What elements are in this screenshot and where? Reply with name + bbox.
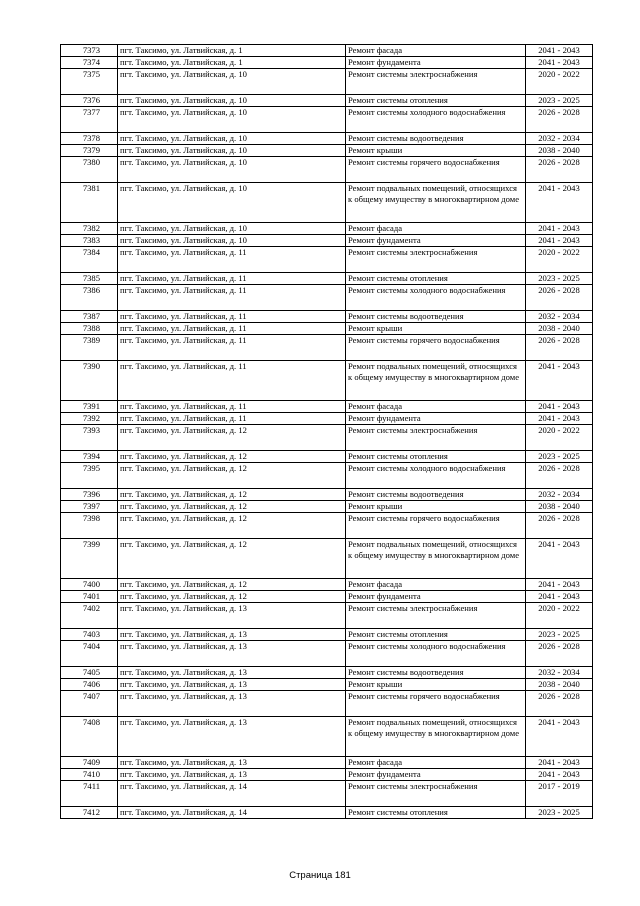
work-type-cell: Ремонт системы электроснабжения: [346, 69, 526, 95]
address-cell: пгт. Таксимо, ул. Латвийская, д. 13: [118, 769, 346, 781]
period-cell: 2020 - 2022: [526, 69, 593, 95]
address-cell: пгт. Таксимо, ул. Латвийская, д. 1: [118, 57, 346, 69]
work-type-cell: Ремонт системы горячего водоснабжения: [346, 513, 526, 539]
table-row: [61, 247, 593, 273]
period-cell: 2032 - 2034: [526, 489, 593, 501]
address-cell: пгт. Таксимо, ул. Латвийская, д. 12: [118, 539, 346, 579]
address-cell: пгт. Таксимо, ул. Латвийская, д. 11: [118, 401, 346, 413]
row-number-cell: 7391: [61, 401, 118, 413]
address-cell: пгт. Таксимо, ул. Латвийская, д. 13: [118, 641, 346, 667]
address-cell: пгт. Таксимо, ул. Латвийская, д. 11: [118, 361, 346, 401]
table-row: [61, 603, 593, 629]
row-number-cell: 7378: [61, 133, 118, 145]
row-number-cell: 7412: [61, 807, 118, 819]
work-type-cell: Ремонт системы горячего водоснабжения: [346, 691, 526, 717]
table-row: [61, 757, 593, 769]
period-cell: 2023 - 2025: [526, 629, 593, 641]
table-body: [61, 45, 593, 819]
work-type-cell: Ремонт системы отопления: [346, 451, 526, 463]
table-row: [61, 145, 593, 157]
row-number-cell: 7407: [61, 691, 118, 717]
period-cell: 2023 - 2025: [526, 807, 593, 819]
table-row: [61, 361, 593, 401]
period-cell: 2023 - 2025: [526, 273, 593, 285]
period-cell: 2020 - 2022: [526, 247, 593, 273]
table-row: [61, 57, 593, 69]
row-number-cell: 7396: [61, 489, 118, 501]
row-number-cell: 7386: [61, 285, 118, 311]
period-cell: 2026 - 2028: [526, 107, 593, 133]
address-cell: пгт. Таксимо, ул. Латвийская, д. 12: [118, 579, 346, 591]
work-type-cell: Ремонт системы холодного водоснабжения: [346, 107, 526, 133]
address-cell: пгт. Таксимо, ул. Латвийская, д. 11: [118, 273, 346, 285]
table-row: [61, 501, 593, 513]
period-cell: 2041 - 2043: [526, 235, 593, 247]
work-type-cell: Ремонт фасада: [346, 45, 526, 57]
address-cell: пгт. Таксимо, ул. Латвийская, д. 11: [118, 311, 346, 323]
row-number-cell: 7382: [61, 223, 118, 235]
row-number-cell: 7383: [61, 235, 118, 247]
table-row: [61, 769, 593, 781]
period-cell: 2041 - 2043: [526, 223, 593, 235]
work-type-cell: Ремонт системы водоотведения: [346, 311, 526, 323]
work-type-cell: Ремонт системы водоотведения: [346, 489, 526, 501]
table-row: [61, 107, 593, 133]
table-row: [61, 807, 593, 819]
table-row: [61, 401, 593, 413]
address-cell: пгт. Таксимо, ул. Латвийская, д. 12: [118, 425, 346, 451]
period-cell: 2041 - 2043: [526, 757, 593, 769]
table-row: [61, 335, 593, 361]
work-type-cell: Ремонт системы холодного водоснабжения: [346, 463, 526, 489]
table-row: [61, 69, 593, 95]
table-row: [61, 323, 593, 335]
address-cell: пгт. Таксимо, ул. Латвийская, д. 12: [118, 591, 346, 603]
work-type-cell: Ремонт крыши: [346, 679, 526, 691]
work-type-cell: Ремонт системы отопления: [346, 273, 526, 285]
row-number-cell: 7400: [61, 579, 118, 591]
row-number-cell: 7384: [61, 247, 118, 273]
address-cell: пгт. Таксимо, ул. Латвийская, д. 13: [118, 667, 346, 679]
address-cell: пгт. Таксимо, ул. Латвийская, д. 12: [118, 501, 346, 513]
address-cell: пгт. Таксимо, ул. Латвийская, д. 11: [118, 285, 346, 311]
table-row: [61, 591, 593, 603]
row-number-cell: 7375: [61, 69, 118, 95]
period-cell: 2020 - 2022: [526, 603, 593, 629]
work-type-cell: Ремонт крыши: [346, 323, 526, 335]
work-type-cell: Ремонт фасада: [346, 579, 526, 591]
address-cell: пгт. Таксимо, ул. Латвийская, д. 13: [118, 691, 346, 717]
address-cell: пгт. Таксимо, ул. Латвийская, д. 11: [118, 413, 346, 425]
table-row: [61, 629, 593, 641]
period-cell: 2023 - 2025: [526, 95, 593, 107]
period-cell: 2026 - 2028: [526, 513, 593, 539]
address-cell: пгт. Таксимо, ул. Латвийская, д. 1: [118, 45, 346, 57]
row-number-cell: 7408: [61, 717, 118, 757]
period-cell: 2041 - 2043: [526, 769, 593, 781]
row-number-cell: 7390: [61, 361, 118, 401]
work-type-cell: Ремонт системы электроснабжения: [346, 425, 526, 451]
address-cell: пгт. Таксимо, ул. Латвийская, д. 10: [118, 183, 346, 223]
work-type-cell: Ремонт системы водоотведения: [346, 667, 526, 679]
period-cell: 2026 - 2028: [526, 691, 593, 717]
address-cell: пгт. Таксимо, ул. Латвийская, д. 10: [118, 133, 346, 145]
row-number-cell: 7379: [61, 145, 118, 157]
table-row: [61, 679, 593, 691]
row-number-cell: 7392: [61, 413, 118, 425]
period-cell: 2026 - 2028: [526, 157, 593, 183]
table-row: [61, 451, 593, 463]
work-type-cell: Ремонт системы электроснабжения: [346, 781, 526, 807]
table-row: [61, 579, 593, 591]
period-cell: 2038 - 2040: [526, 501, 593, 513]
address-cell: пгт. Таксимо, ул. Латвийская, д. 14: [118, 807, 346, 819]
period-cell: 2041 - 2043: [526, 183, 593, 223]
work-type-cell: Ремонт системы электроснабжения: [346, 603, 526, 629]
period-cell: 2041 - 2043: [526, 579, 593, 591]
work-type-cell: Ремонт фасада: [346, 223, 526, 235]
work-type-cell: Ремонт крыши: [346, 501, 526, 513]
table-row: [61, 717, 593, 757]
period-cell: 2041 - 2043: [526, 401, 593, 413]
work-type-cell: Ремонт подвальных помещений, относящихся к общему имуществу в многоквартирном доме: [346, 539, 526, 579]
address-cell: пгт. Таксимо, ул. Латвийская, д. 11: [118, 247, 346, 273]
work-type-cell: Ремонт системы холодного водоснабжения: [346, 641, 526, 667]
table-row: [61, 235, 593, 247]
work-type-cell: Ремонт системы отопления: [346, 95, 526, 107]
period-cell: 2020 - 2022: [526, 425, 593, 451]
period-cell: 2038 - 2040: [526, 145, 593, 157]
repair-schedule-table: [60, 44, 593, 819]
row-number-cell: 7385: [61, 273, 118, 285]
table-row: [61, 691, 593, 717]
table-row: [61, 463, 593, 489]
row-number-cell: 7399: [61, 539, 118, 579]
period-cell: 2026 - 2028: [526, 285, 593, 311]
row-number-cell: 7411: [61, 781, 118, 807]
period-cell: 2026 - 2028: [526, 641, 593, 667]
period-cell: 2041 - 2043: [526, 45, 593, 57]
work-type-cell: Ремонт подвальных помещений, относящихся к общему имуществу в многоквартирном доме: [346, 361, 526, 401]
address-cell: пгт. Таксимо, ул. Латвийская, д. 10: [118, 69, 346, 95]
work-type-cell: Ремонт фундамента: [346, 57, 526, 69]
address-cell: пгт. Таксимо, ул. Латвийская, д. 10: [118, 95, 346, 107]
period-cell: 2038 - 2040: [526, 323, 593, 335]
page-number-label: Страница 181: [289, 870, 351, 881]
work-type-cell: Ремонт системы холодного водоснабжения: [346, 285, 526, 311]
table-row: [61, 513, 593, 539]
table-row: [61, 311, 593, 323]
row-number-cell: 7387: [61, 311, 118, 323]
work-type-cell: Ремонт системы горячего водоснабжения: [346, 335, 526, 361]
work-type-cell: Ремонт крыши: [346, 145, 526, 157]
work-type-cell: Ремонт системы электроснабжения: [346, 247, 526, 273]
page-footer: [0, 870, 640, 881]
work-type-cell: Ремонт фундамента: [346, 591, 526, 603]
address-cell: пгт. Таксимо, ул. Латвийская, д. 10: [118, 145, 346, 157]
row-number-cell: 7376: [61, 95, 118, 107]
period-cell: 2041 - 2043: [526, 591, 593, 603]
period-cell: 2041 - 2043: [526, 413, 593, 425]
address-cell: пгт. Таксимо, ул. Латвийская, д. 10: [118, 223, 346, 235]
row-number-cell: 7393: [61, 425, 118, 451]
address-cell: пгт. Таксимо, ул. Латвийская, д. 12: [118, 451, 346, 463]
address-cell: пгт. Таксимо, ул. Латвийская, д. 13: [118, 603, 346, 629]
address-cell: пгт. Таксимо, ул. Латвийская, д. 13: [118, 717, 346, 757]
row-number-cell: 7398: [61, 513, 118, 539]
table-row: [61, 489, 593, 501]
work-type-cell: Ремонт фундамента: [346, 769, 526, 781]
period-cell: 2041 - 2043: [526, 539, 593, 579]
row-number-cell: 7373: [61, 45, 118, 57]
row-number-cell: 7381: [61, 183, 118, 223]
address-cell: пгт. Таксимо, ул. Латвийская, д. 11: [118, 335, 346, 361]
table-row: [61, 413, 593, 425]
work-type-cell: Ремонт фасада: [346, 757, 526, 769]
work-type-cell: Ремонт системы водоотведения: [346, 133, 526, 145]
period-cell: 2017 - 2019: [526, 781, 593, 807]
table-row: [61, 667, 593, 679]
period-cell: 2041 - 2043: [526, 717, 593, 757]
row-number-cell: 7402: [61, 603, 118, 629]
row-number-cell: 7404: [61, 641, 118, 667]
row-number-cell: 7394: [61, 451, 118, 463]
row-number-cell: 7397: [61, 501, 118, 513]
period-cell: 2032 - 2034: [526, 311, 593, 323]
address-cell: пгт. Таксимо, ул. Латвийская, д. 10: [118, 107, 346, 133]
row-number-cell: 7380: [61, 157, 118, 183]
table-row: [61, 641, 593, 667]
row-number-cell: 7377: [61, 107, 118, 133]
work-type-cell: Ремонт подвальных помещений, относящихся к общему имуществу в многоквартирном доме: [346, 183, 526, 223]
period-cell: 2041 - 2043: [526, 57, 593, 69]
address-cell: пгт. Таксимо, ул. Латвийская, д. 13: [118, 629, 346, 641]
table-row: [61, 539, 593, 579]
table-row: [61, 133, 593, 145]
work-type-cell: Ремонт системы горячего водоснабжения: [346, 157, 526, 183]
address-cell: пгт. Таксимо, ул. Латвийская, д. 11: [118, 323, 346, 335]
work-type-cell: Ремонт фундамента: [346, 413, 526, 425]
address-cell: пгт. Таксимо, ул. Латвийская, д. 13: [118, 757, 346, 769]
address-cell: пгт. Таксимо, ул. Латвийская, д. 12: [118, 513, 346, 539]
table-row: [61, 223, 593, 235]
work-type-cell: Ремонт системы отопления: [346, 807, 526, 819]
period-cell: 2032 - 2034: [526, 133, 593, 145]
table-row: [61, 781, 593, 807]
table-row: [61, 285, 593, 311]
work-type-cell: Ремонт фундамента: [346, 235, 526, 247]
period-cell: 2026 - 2028: [526, 335, 593, 361]
row-number-cell: 7409: [61, 757, 118, 769]
address-cell: пгт. Таксимо, ул. Латвийская, д. 10: [118, 235, 346, 247]
period-cell: 2026 - 2028: [526, 463, 593, 489]
period-cell: 2041 - 2043: [526, 361, 593, 401]
period-cell: 2038 - 2040: [526, 679, 593, 691]
row-number-cell: 7406: [61, 679, 118, 691]
period-cell: 2023 - 2025: [526, 451, 593, 463]
address-cell: пгт. Таксимо, ул. Латвийская, д. 13: [118, 679, 346, 691]
row-number-cell: 7405: [61, 667, 118, 679]
table-row: [61, 157, 593, 183]
address-cell: пгт. Таксимо, ул. Латвийская, д. 12: [118, 463, 346, 489]
work-type-cell: Ремонт подвальных помещений, относящихся к общему имуществу в многоквартирном доме: [346, 717, 526, 757]
work-type-cell: Ремонт системы отопления: [346, 629, 526, 641]
row-number-cell: 7388: [61, 323, 118, 335]
row-number-cell: 7389: [61, 335, 118, 361]
work-type-cell: Ремонт фасада: [346, 401, 526, 413]
row-number-cell: 7374: [61, 57, 118, 69]
table-row: [61, 45, 593, 57]
table-row: [61, 425, 593, 451]
row-number-cell: 7403: [61, 629, 118, 641]
row-number-cell: 7410: [61, 769, 118, 781]
table-row: [61, 95, 593, 107]
table-row: [61, 273, 593, 285]
address-cell: пгт. Таксимо, ул. Латвийская, д. 14: [118, 781, 346, 807]
row-number-cell: 7395: [61, 463, 118, 489]
address-cell: пгт. Таксимо, ул. Латвийская, д. 10: [118, 157, 346, 183]
period-cell: 2032 - 2034: [526, 667, 593, 679]
address-cell: пгт. Таксимо, ул. Латвийская, д. 12: [118, 489, 346, 501]
table-row: [61, 183, 593, 223]
row-number-cell: 7401: [61, 591, 118, 603]
